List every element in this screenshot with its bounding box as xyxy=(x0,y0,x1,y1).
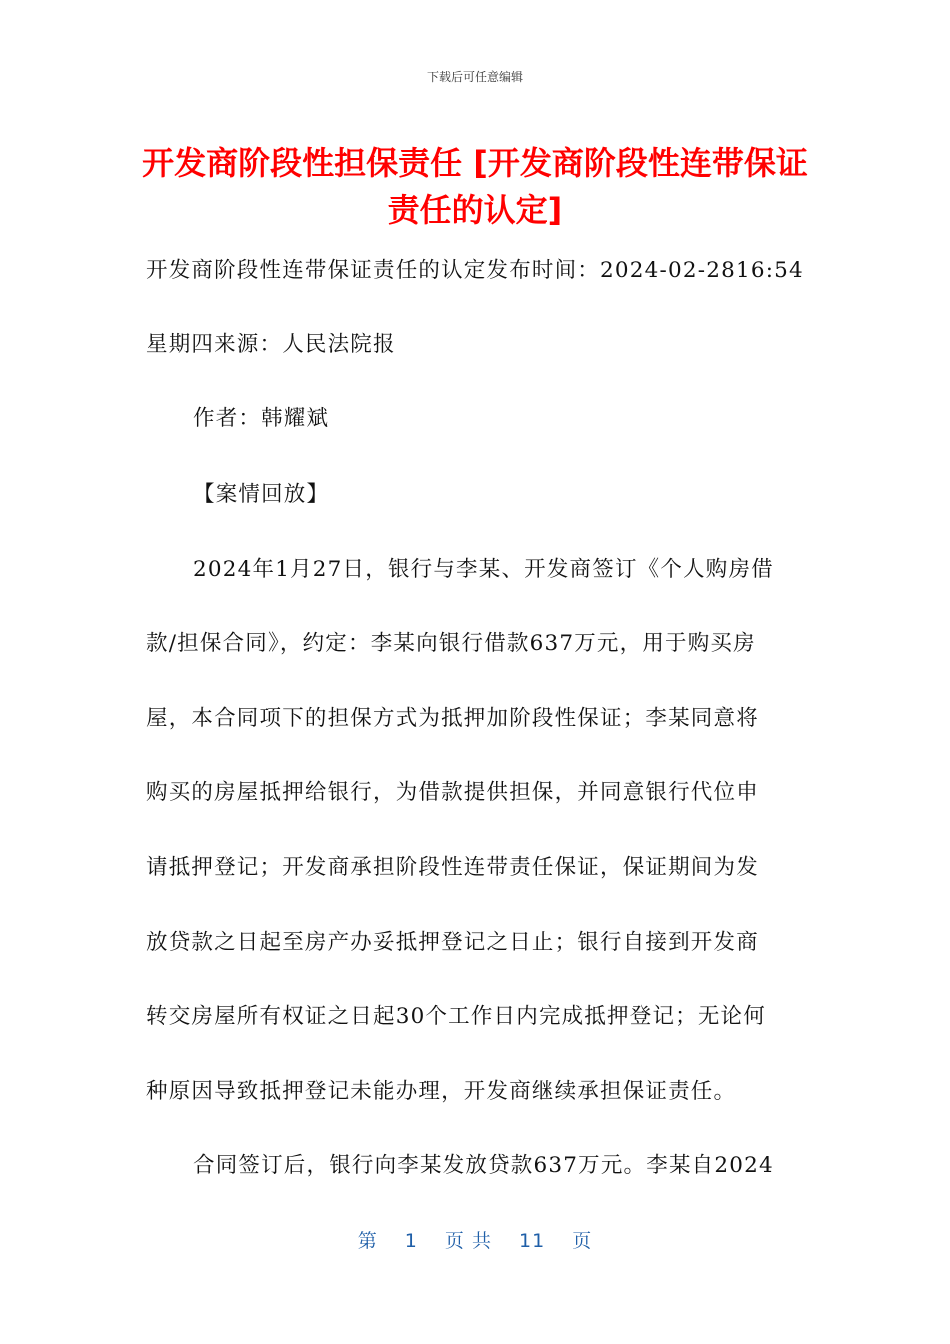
meta-line-publish: 开发商阶段性连带保证责任的认定发布时间：2024-02-2816:54 xyxy=(146,258,804,283)
paragraph-line: 请抵押登记；开发商承担阶段性连带责任保证，保证期间为发 xyxy=(146,855,759,880)
paragraph-line: 款/担保合同》，约定：李某向银行借款637万元，用于购买房 xyxy=(146,631,756,656)
footer-middle: 页 共 xyxy=(444,1230,492,1252)
footer-page-number: 1 xyxy=(404,1230,418,1252)
document-title: 开发商阶段性担保责任 [开发商阶段性连带保证责任的认定] xyxy=(142,144,808,229)
page-footer xyxy=(0,1226,950,1253)
section-heading: 【案情回放】 xyxy=(193,482,330,507)
paragraph-line: 合同签订后，银行向李某发放贷款637万元。李某自2024 xyxy=(193,1153,774,1178)
paragraph-line: 购买的房屋抵押给银行，为借款提供担保，并同意银行代位申 xyxy=(146,780,759,805)
paragraph-line: 放贷款之日起至房产办妥抵押登记之日止；银行自接到开发商 xyxy=(146,930,759,955)
footer-prefix: 第 xyxy=(357,1230,378,1252)
footer-suffix: 页 xyxy=(572,1230,593,1252)
footer-total-pages: 11 xyxy=(519,1230,546,1252)
paragraph-line: 屋，本合同项下的担保方式为抵押加阶段性保证；李某同意将 xyxy=(146,706,759,731)
meta-line-source: 星期四来源：人民法院报 xyxy=(146,332,396,357)
author-line: 作者：韩耀斌 xyxy=(193,406,330,431)
paragraph-line: 种原因导致抵押登记未能办理，开发商继续承担保证责任。 xyxy=(146,1079,737,1104)
header-note: 下载后可任意编辑 xyxy=(426,70,523,84)
paragraph-line: 转交房屋所有权证之日起30个工作日内完成抵押登记；无论何 xyxy=(146,1004,766,1029)
paragraph-line: 2024年1月27日，银行与李某、开发商签订《个人购房借 xyxy=(193,557,774,582)
